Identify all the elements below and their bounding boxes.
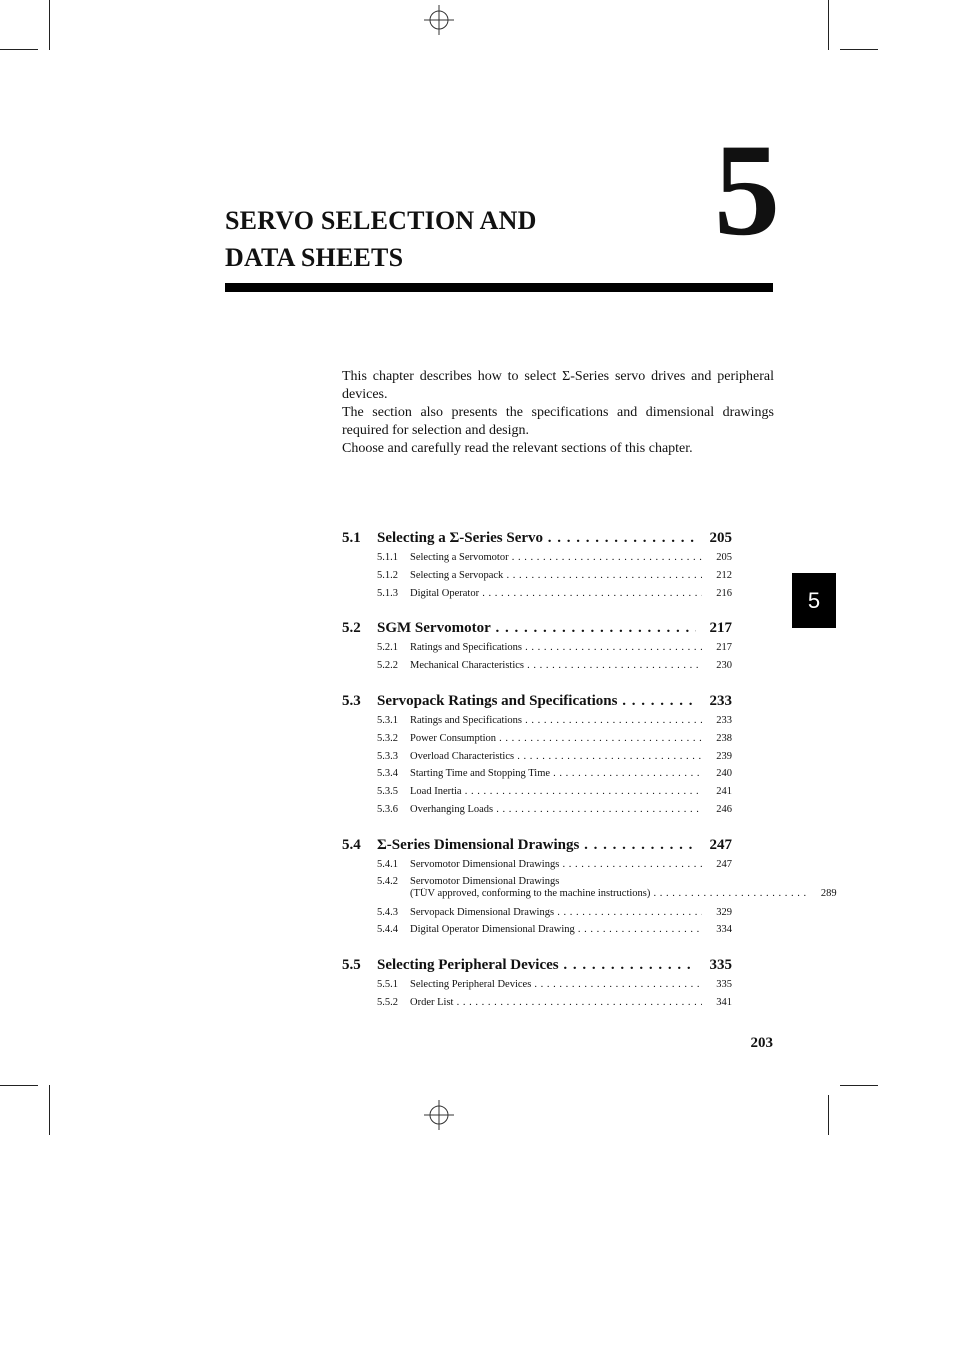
toc-subsection-entry[interactable] — [342, 765, 732, 783]
subsection-number: 5.2.2 — [377, 660, 398, 672]
subsection-number: 5.2.1 — [377, 642, 398, 654]
intro-paragraph: This chapter describes how to select Σ-Series servo drives and peripheral devices. — [342, 369, 774, 402]
subsection-title-line2: (TÜV approved, conforming to the machine instructions) . . . — [410, 888, 807, 900]
crop-mark — [0, 1085, 38, 1086]
subsection-title — [410, 876, 807, 900]
subsection-page: 238 — [716, 732, 732, 744]
section-number: 5.4 — [342, 836, 361, 853]
subsection-number: 5.3.1 — [377, 714, 398, 726]
subsection-number: 5.3.6 — [377, 803, 398, 815]
toc-subsection-entry[interactable] — [342, 856, 732, 874]
toc-section-entry[interactable] — [342, 527, 732, 549]
toc-section-entry[interactable] — [342, 834, 732, 856]
section-page: 247 — [709, 836, 732, 853]
title-rule — [225, 283, 773, 292]
table-of-contents — [342, 527, 837, 1027]
subsection-number: 5.4.3 — [377, 906, 398, 918]
subsection-title: Digital Operator . . . — [410, 585, 702, 603]
intro-paragraph: The section also presents the specifications and dimensional drawings required for selection and design. — [342, 405, 774, 438]
section-title: Selecting a Σ-Series Servo . . . — [377, 527, 696, 549]
toc-section — [342, 617, 732, 675]
toc-section-entry[interactable] — [342, 617, 732, 639]
subsection-page: 216 — [716, 587, 732, 599]
toc-subsection-entry[interactable] — [342, 712, 732, 730]
section-title: Selecting Peripheral Devices . . . — [377, 954, 696, 976]
subsection-title: Selecting Peripheral Devices . . . — [410, 976, 702, 994]
subsection-title: Ratings and Specifications . . . — [410, 639, 702, 657]
toc-subsection-entry[interactable] — [342, 801, 732, 819]
subsection-title-line1: Servomotor Dimensional Drawings — [410, 875, 560, 887]
chapter-title — [225, 202, 685, 276]
subsection-page: 241 — [716, 786, 732, 798]
subsection-number: 5.5.1 — [377, 979, 398, 991]
toc-subsection-entry[interactable] — [342, 657, 732, 675]
subsection-title: Servopack Dimensional Drawings . . . — [410, 904, 702, 922]
registration-mark-icon — [424, 5, 454, 35]
toc-section — [342, 690, 732, 819]
toc-subsection-entry[interactable] — [342, 783, 732, 801]
page-number: 203 — [750, 1035, 773, 1051]
subsection-title: Starting Time and Stopping Time . . . — [410, 765, 702, 783]
crop-mark — [840, 49, 878, 50]
toc-section — [342, 527, 732, 602]
section-title: SGM Servomotor . . . — [377, 617, 696, 639]
subsection-title: Selecting a Servopack . . . — [410, 567, 702, 585]
subsection-page: 289 — [820, 887, 837, 899]
crop-mark — [828, 0, 829, 50]
subsection-page: 205 — [716, 552, 732, 563]
section-number: 5.2 — [342, 620, 361, 637]
subsection-page: 329 — [716, 906, 732, 918]
subsection-number: 5.3.4 — [377, 768, 398, 780]
subsection-title: Overload Characteristics . . . — [410, 748, 702, 766]
subsection-number: 5.1.3 — [377, 587, 398, 599]
subsection-page: 247 — [716, 858, 732, 870]
chapter-number: 5 — [714, 116, 780, 263]
subsection-title: Load Inertia . . . — [410, 783, 702, 801]
crop-mark — [828, 1095, 829, 1135]
toc-section — [342, 954, 732, 1012]
crop-mark — [49, 0, 50, 50]
subsection-number: 5.3.3 — [377, 750, 398, 762]
toc-subsection-entry[interactable] — [342, 976, 732, 994]
subsection-title: Servomotor Dimensional Drawings . . . — [410, 856, 702, 874]
subsection-title: Power Consumption . . . — [410, 730, 702, 748]
subsection-page: 239 — [716, 750, 732, 762]
subsection-title: Order List . . . — [410, 994, 702, 1012]
subsection-page: 334 — [716, 924, 732, 936]
subsection-page: 217 — [716, 642, 732, 654]
section-title: Servopack Ratings and Specifications . . . — [377, 690, 696, 712]
crop-mark — [49, 1085, 50, 1135]
toc-subsection-entry[interactable] — [342, 921, 732, 939]
chapter-title-line2: DATA SHEETS — [225, 243, 404, 272]
toc-subsection-entry[interactable] — [342, 567, 732, 585]
subsection-title: Ratings and Specifications . . . — [410, 712, 702, 730]
subsection-title: Selecting a Servomotor . . . — [410, 549, 702, 567]
subsection-number: 5.1.2 — [377, 569, 398, 581]
toc-subsection-entry[interactable] — [342, 730, 732, 748]
toc-subsection-entry[interactable] — [342, 994, 732, 1012]
subsection-title: Digital Operator Dimensional Drawing . . . — [410, 921, 702, 939]
subsection-title: Mechanical Characteristics . . . — [410, 657, 702, 675]
subsection-number: 5.4.4 — [377, 924, 398, 936]
subsection-number: 5.4.1 — [377, 858, 398, 870]
subsection-page: 246 — [716, 803, 732, 815]
section-number: 5.5 — [342, 957, 361, 974]
section-page: 217 — [709, 620, 732, 637]
subsection-number: 5.3.5 — [377, 786, 398, 798]
chapter-title-line1: SERVO SELECTION AND — [225, 206, 537, 235]
toc-subsection-entry[interactable] — [342, 585, 732, 603]
section-number: 5.1 — [342, 530, 361, 546]
intro-paragraph: Choose and carefully read the relevant sections of this chapter. — [342, 441, 693, 456]
toc-section-entry[interactable] — [342, 690, 732, 712]
chapter-intro — [342, 368, 774, 458]
toc-subsection-entry[interactable] — [342, 874, 837, 904]
toc-section-entry[interactable] — [342, 954, 732, 976]
section-page: 335 — [709, 957, 732, 974]
toc-subsection-entry[interactable] — [342, 549, 732, 567]
toc-section — [342, 834, 837, 939]
subsection-title: Overhanging Loads . . . — [410, 801, 702, 819]
subsection-number: 5.1.1 — [377, 552, 398, 563]
subsection-number: 5.3.2 — [377, 732, 398, 744]
subsection-page: 212 — [716, 569, 732, 581]
subsection-page: 240 — [716, 768, 732, 780]
subsection-page: 335 — [716, 979, 732, 991]
section-page: 205 — [709, 530, 732, 546]
section-page: 233 — [709, 692, 732, 709]
chapter-tab: 5 — [792, 573, 836, 628]
subsection-page: 233 — [716, 714, 732, 726]
toc-subsection-entry[interactable] — [342, 748, 732, 766]
registration-mark-icon — [424, 1100, 454, 1130]
crop-mark — [840, 1085, 878, 1086]
toc-subsection-entry[interactable] — [342, 639, 732, 657]
subsection-number: 5.5.2 — [377, 996, 398, 1008]
crop-mark — [0, 49, 38, 50]
section-title: Σ-Series Dimensional Drawings . . . — [377, 834, 696, 856]
subsection-page: 230 — [716, 660, 732, 672]
subsection-page: 341 — [716, 996, 732, 1008]
subsection-number: 5.4.2 — [377, 875, 398, 887]
toc-subsection-entry[interactable] — [342, 904, 732, 922]
section-number: 5.3 — [342, 692, 361, 709]
